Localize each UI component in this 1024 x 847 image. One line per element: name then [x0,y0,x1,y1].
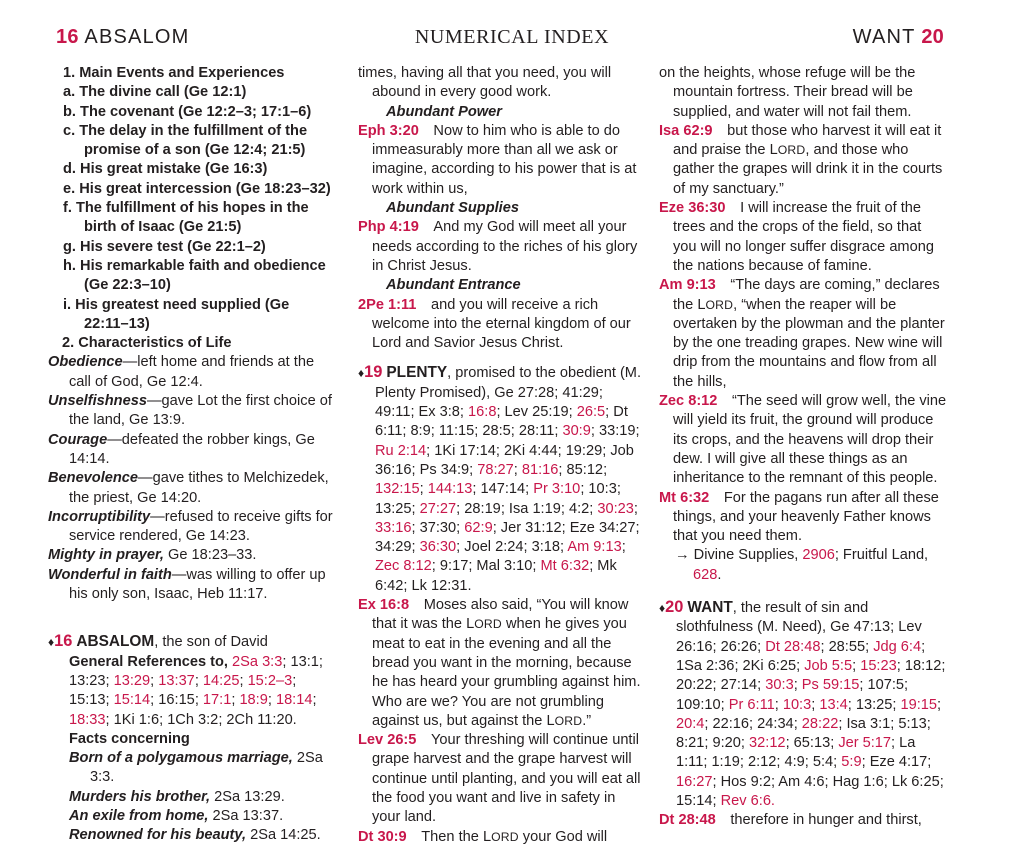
fact-item: An exile from home, 2Sa 13:37. [69,807,284,824]
verse-paragraph: Dt 30:9 Then the LORD your God will [358,828,608,845]
column-left [48,64,336,846]
verse-reference[interactable]: Lev 26:5 [358,732,417,749]
verse-subheading: Abundant Power [386,103,502,120]
verse-subheading: Abundant Supplies [386,200,519,217]
characteristic-item: Wonderful in faith—was willing to offer up his only son, Isaac, Heb 11:17. [48,566,326,603]
verse-paragraph: Eze 36:30 I will increase the fruit of the trees and the crops of the field, so that you will no longer suffer disgrace among the nations because of famine. [659,200,934,274]
verse-paragraph: Lev 26:5 Your threshing will continue until grape harvest and the grape harvest will continue until planting, and you will eat all the food you want and live in safety in your land. [358,732,641,826]
entry-heading-plenty: ♦19 PLENTY, promised to the obedient (M. Plenty Promised), Ge 27:28; 41:29; 49:11; Ex 3:8; 16:8; Lev 25:19; 26:5; Dt 6:11; 8:9; 11:15; 28:5; 28:11; 30:9; 33:19; Ru 2:14; 1Ki 17:14; 2Ki 4:44; 19:29; Job 36:16; Ps 34:9; 78:27; 81:16; 85:12; 132:15; 144:13; 147:14; Pr 3:10; 10:3; 13:25; 27:27; 28:19; Isa 1:19; 4:2; 30:23; 33:16; 37:30; 62:9; Jer 31:12; Eze 34:27; 34:29; 36:30; Joel 2:24; 3:18; Am 9:13; Zec 8:12; 9:17; Mal 3:10; Mt 6:32; Mk 6:42; Lk 12:31. [358,363,642,594]
characteristic-item: Benevolence—gave tithes to Melchizedek, the priest, Ge 14:20. [48,470,329,506]
characteristic-item: Unselfishness—gave Lot the first choice of the land, Ge 13:9. [48,393,332,429]
spacer [48,604,336,617]
fact-item: Born of a polygamous marriage, 2Sa 3:3. [69,750,323,786]
characteristic-item: Courage—defeated the robber kings, Ge 14:14. [48,431,315,467]
verse-paragraph: Php 4:19 And my God will meet all your needs according to the riches of his glory in Christ Jesus. [358,219,638,274]
diamond-bullet-icon: ♦ [659,601,666,616]
verse-reference[interactable]: Eph 3:20 [358,122,419,139]
verse-reference[interactable]: Eze 36:30 [659,200,726,217]
outline-item: 1. Main Events and Experiences [63,65,285,81]
column-middle [358,64,646,847]
entry-title: WANT [687,599,733,617]
verse-reference[interactable]: Dt 30:9 [358,828,407,845]
outline-item: a. The divine call (Ge 12:1) [63,84,247,101]
spacer [358,353,646,363]
diamond-bullet-icon: ♦ [358,366,365,381]
outline-item: e. His great intercession (Ge 18:23–32) [63,180,331,197]
outline-item: h. His remarkable faith and obedience (Ge 22:3–10) [63,257,326,294]
verse-paragraph: Ex 16:8 Moses also said, “You will know that it was the LORD when he gives you meat to eat in the evening and all the bread you want in the morning, because he has heard your grumbling against him. Who are we? You are not grumbling against us, but against the LORD.” [358,597,641,729]
verse-paragraph: 2Pe 1:11 and you will receive a rich welcome into the eternal kingdom of our Lord and Savior Jesus Christ. [358,296,631,352]
fact-item: Murders his brother, 2Sa 13:29. [69,788,285,805]
outline-item: g. His severe test (Ge 22:1–2) [63,238,266,255]
verse-continuation: on the heights, whose refuge will be the mountain fortress. Their bread will be supplied, and water will not fail them. [659,65,916,120]
entry-number: 19 [364,363,383,382]
verse-paragraph: Mt 6:32 For the pagans run after all these things, and your heavenly Father knows that you need them. [659,489,939,545]
outline-item: d. His great mistake (Ge 16:3) [63,161,268,178]
general-references: General References to, 2Sa 3:3; 13:1; 13:23; 13:29; 13:37; 14:25; 15:2–3; 15:13; 15:14; 16:15; 17:1; 18:9; 18:14; 18:33; 1Ki 1:6; 1Ch 3:2; 2Ch 11:20. [69,653,323,728]
verse-reference[interactable]: Isa 62:9 [659,122,713,139]
outline-item: b. The covenant (Ge 12:2–3; 17:1–6) [63,103,312,120]
characteristic-item: Incorruptibility—refused to receive gifts for service rendered, Ge 14:23. [48,508,333,545]
running-head [0,26,1024,56]
facts-label: Facts concerning [69,730,190,747]
outline-item: f. The fulfillment of his hopes in the birth of Isaac (Ge 21:5) [63,200,309,236]
see-also-line: → Divine Supplies, 2906; Fruitful Land, 628. [675,547,929,583]
verse-paragraph: Isa 62:9 but those who harvest it will eat it and praise the LORD, and those who gather the grapes will drink it in the courts of my sanctuary.” [659,122,943,197]
verse-continuation: times, having all that you need, you will abound in every good work. [358,65,612,101]
running-head-right-number: 20 [921,26,944,48]
verse-reference[interactable]: Zec 8:12 [659,393,718,410]
outline-item: 2. Characteristics of Life [62,335,232,352]
characteristic-item: Obedience—left home and friends at the call of God, Ge 12:4. [48,354,315,390]
running-head-left-word: ABSALOM [84,26,190,48]
entry-title: PLENTY [386,364,448,382]
spacer [659,585,947,598]
diamond-bullet-icon: ♦ [48,635,55,650]
verse-paragraph: Zec 8:12 “The seed will grow well, the vine will yield its fruit, the ground will produce its crops, and the heavens will drop their dew. I will give all these things as an inheritance to the remnant of this people. [659,393,947,487]
verse-paragraph: Dt 28:48 therefore in hunger and thirst, [659,812,922,829]
verse-paragraph: Eph 3:20 Now to him who is able to do immeasurably more than all we ask or imagine, according to his power that is at work within us, [358,122,637,197]
verse-reference[interactable]: Dt 28:48 [659,812,716,829]
characteristic-item: Mighty in prayer, Ge 18:23–33. [48,547,257,564]
verse-subheading: Abundant Entrance [386,277,521,294]
outline-item: i. His greatest need supplied (Ge 22:11–13) [63,296,290,332]
arrow-see-also-icon: → [675,547,690,564]
columns-container [0,64,1024,845]
verse-reference[interactable]: Ex 16:8 [358,597,410,614]
verse-paragraph: Am 9:13 “The days are coming,” declares the LORD, “when the reaper will be overtaken by the plowman and the planter by the one treading grapes. New wine will drip from the mountains and flow from all the hills, [659,277,945,390]
verse-reference[interactable]: 2Pe 1:11 [358,296,417,313]
fact-item: Renowned for his beauty, 2Sa 14:25. [69,827,321,844]
column-right [659,64,947,831]
general-references-label: General References to, [69,653,228,670]
page-title: NUMERICAL INDEX [414,26,610,48]
outline-item: c. The delay in the fulfillment of the promise of a son (Ge 12:4; 21:5) [63,122,308,159]
entry-heading-want: ♦20 WANT, the result of sin and slothfulness (M. Need), Ge 47:13; Lev 26:16; 26:26; Dt 28:48; 28:55; Jdg 6:4; 1Sa 2:36; 2Ki 6:25; Job 5:5; 15:23; 18:12; 20:22; 27:14; 30:3; Ps 59:15; 107:5; 109:10; Pr 6:11; 10:3; 13:4; 13:25; 19:15; 20:4; 22:16; 24:34; 28:22; Isa 3:1; 5:13; 8:21; 9:20; 32:12; 65:13; Jer 5:17; La 1:11; 1:19; 2:12; 4:9; 5:4; 5:9; Eze 4:17; 16:27; Hos 9:2; Am 4:6; Hag 1:6; Lk 6:25; 15:14; Rev 6:6. [659,598,946,809]
entry-number: 20 [665,598,684,617]
running-head-left-number: 16 [56,26,79,48]
verse-reference[interactable]: Am 9:13 [659,277,716,294]
verse-reference[interactable]: Php 4:19 [358,219,419,236]
entry-heading-absalom: ♦16 ABSALOM, the son of David [48,632,268,651]
verse-reference[interactable]: Mt 6:32 [659,489,710,506]
entry-title: ABSALOM [76,633,155,651]
running-head-right [853,26,944,49]
entry-number: 16 [54,632,73,651]
running-head-right-word: WANT [852,26,916,48]
